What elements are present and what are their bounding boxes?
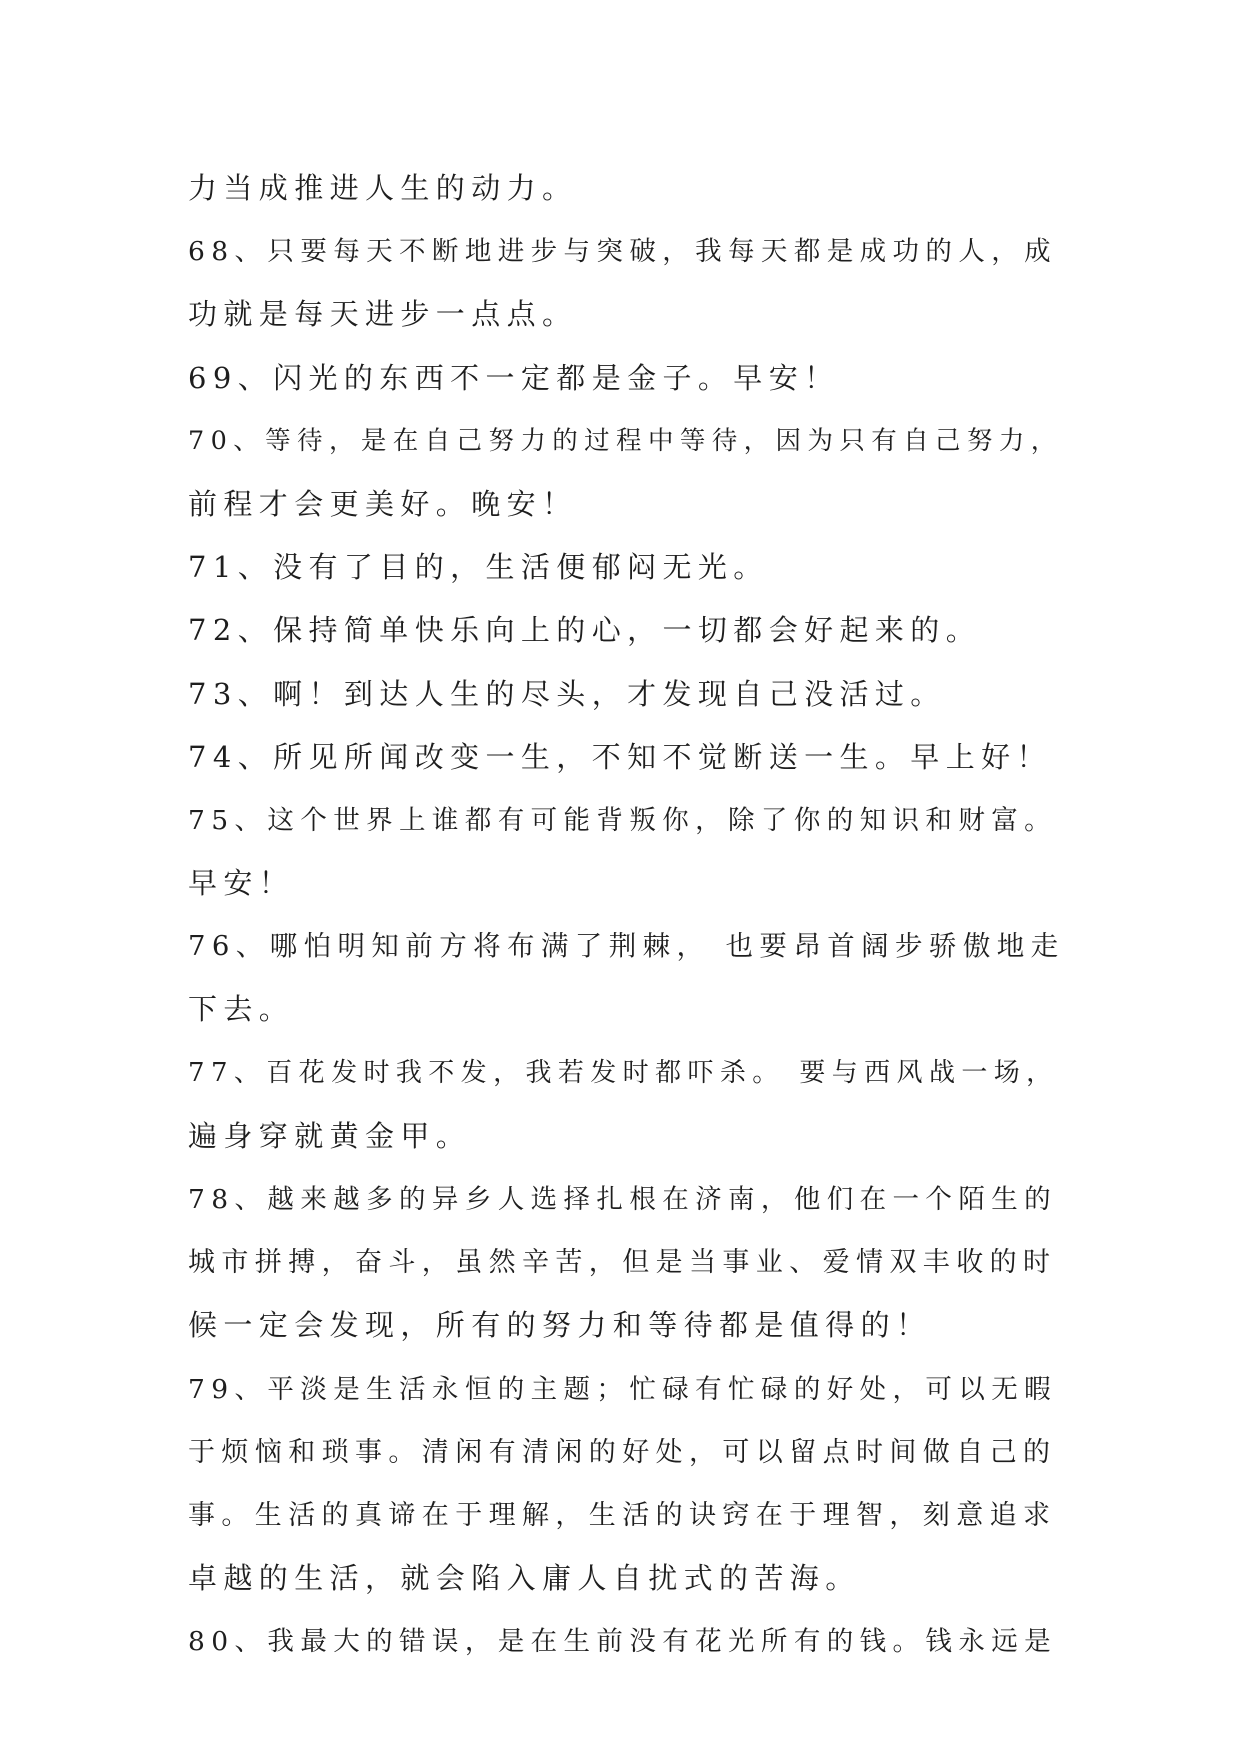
text-line: 下去。	[188, 992, 295, 1027]
text-line: 力当成推进人生的动力。	[188, 171, 578, 205]
text-line: 72、保持简单快乐向上的心，一切都会好起来的。	[188, 613, 982, 648]
text-line: 75、这个世界上谁都有可能背叛你，除了你的知识和财富。	[188, 804, 1058, 836]
text-line: 77、百花发时我不发，我若发时都吓杀。 要与西风战一场，	[188, 1057, 1059, 1088]
text-line: 事。生活的真谛在于理解，生活的诀窍在于理智，刻意追求	[188, 1499, 1057, 1531]
text-line: 79、平淡是生活永恒的主题；忙碌有忙碌的好处，可以无暇	[188, 1373, 1058, 1405]
text-line: 69、闪光的东西不一定都是金子。早安！	[188, 360, 840, 395]
text-line: 前程才会更美好。晚安！	[188, 486, 578, 521]
text-line: 76、哪怕明知前方将布满了荆棘， 也要昂首阔步骄傲地走	[188, 930, 1065, 963]
text-line: 73、啊！到达人生的尽头，才发现自己没活过。	[188, 676, 946, 711]
text-line: 80、我最大的错误，是在生前没有花光所有的钱。钱永远是	[188, 1626, 1058, 1658]
text-line: 城市拼搏，奋斗，虽然辛苦，但是当事业、爱情双丰收的时	[188, 1247, 1057, 1279]
text-line: 功就是每天进步一点点。	[188, 297, 578, 332]
text-line: 候一定会发现，所有的努力和等待都是值得的！	[188, 1308, 932, 1343]
document-body	[188, 157, 1068, 1674]
text-line: 68、只要每天不断地进步与突破，我每天都是成功的人，成	[188, 236, 1058, 268]
text-line: 卓越的生活，就会陷入庸人自扰式的苦海。	[188, 1561, 861, 1596]
text-line: 遍身穿就黄金甲。	[188, 1118, 472, 1153]
text-line: 早安！	[188, 866, 295, 901]
text-line: 78、越来越多的异乡人选择扎根在济南，他们在一个陌生的	[188, 1184, 1058, 1215]
text-line: 于烦恼和琐事。清闲有清闲的好处，可以留点时间做自己的	[188, 1436, 1057, 1468]
text-line: 74、所见所闻改变一生，不知不觉断送一生。早上好！	[188, 739, 1052, 774]
text-line: 71、没有了目的，生活便郁闷无光。	[188, 550, 769, 585]
text-line: 70、等待，是在自己努力的过程中等待，因为只有自己努力，	[188, 425, 1063, 456]
